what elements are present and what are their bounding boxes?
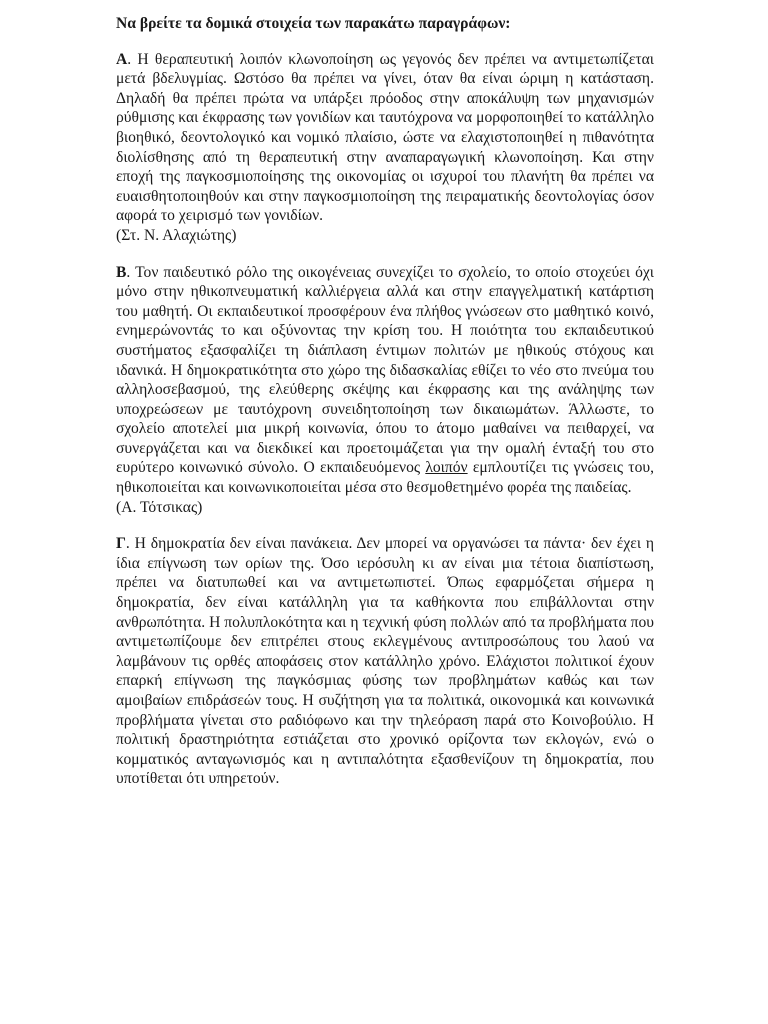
paragraph-c [116, 534, 654, 789]
paragraph-b [116, 263, 654, 518]
paragraph-a-body: . Η θεραπευτική λοιπόν κλωνοποίηση ως γεγονός δεν πρέπει να αντιμετωπίζεται μετά βδελυγμίας. Ωστόσο θα πρέπει να γίνει, όταν θα είναι ώριμη η κατάσταση. Δηλαδή θα πρέπει πρώτα να υπάρξει πρόοδος στην αποκάλυψη των μηχανισμών ρύθμισης και έκφρασης των γονιδίων και ταυτόχρονα να μορφοποιηθεί το κατάλληλο βιοηθικό, δεοντολογικό και νομικό πλαίσιο, ώστε να ελαχιστοποιηθεί η πιθανότητα διολίσθησης από τη θεραπευτική στην αναπαραγωγική κλωνοποίηση. Και στην εποχή της παγκοσμιοποίησης της οικονομίας οι ισχυροί του πλανήτη θα πρέπει να ευαισθητοποιηθούν και στην παγκοσμιοποίηση της πειραματικής δεοντολογίας όσον αφορά το χειρισμό των γονιδίων. [116, 50, 654, 225]
paragraph-b-body-end: εμπλουτίζει τις γνώσεις του, ηθικοποιείται και κοινωνικοποιείται μέσα στο θεσμοθετημένο φορέα της παιδείας. [116, 459, 654, 497]
paragraph-c-text [116, 534, 654, 789]
paragraph-a-letter: Α [116, 50, 128, 68]
document-page [116, 14, 654, 806]
document-heading: Να βρείτε τα δομικά στοιχεία των παρακάτω παραγράφων: [116, 15, 511, 32]
paragraph-c-letter: Γ [116, 535, 126, 553]
paragraph-c-body: . Η δημοκρατία δεν είναι πανάκεια. Δεν μπορεί να οργανώσει τα πάντα· δεν έχει η ίδια επίγνωση των ορίων της. Όσο ιερόσυλη κι αν είναι μια τέτοια διαπίστωση, πρέπει να διατυπωθεί και να αντιμετωπιστεί. Όπως εφαρμόζεται σήμερα η δημοκρατία, δεν είναι κατάλληλη για τα καθήκοντα που επιβάλλονται στην ανθρωπότητα. Η πολυπλοκότητα και η τεχνική φύση πολλών από τα προβλήματα που αντιμετωπίζουμε δεν επιτρέπει στους εκλεγμένους αντιπροσώπους του λαού να λαμβάνουν τις ορθές αποφάσεις στον κατάλληλο χρόνο. Ελάχιστοι πολιτικοί έχουν επαρκή επίγνωση της παγκόσμιας φύσης των προβλημάτων καθώς και των αμοιβαίων επιδράσεών τους. Η συζήτηση για τα πολιτικά, οικονομικά και κοινωνικά προβλήματα γίνεται στο ραδιόφωνο και την τηλεόραση παρά στο Κοινοβούλιο. Η πολιτική δραστηριότητα εστιάζεται στο χρονικό ορίζοντα των εκλογών, ενώ ο κομματικός ανταγωνισμός και η αντιπαλότητα εξασθενίζουν τη δημοκρατία, που υποτίθεται ότι υπηρετούν. [116, 535, 654, 788]
paragraph-b-text [116, 263, 654, 498]
paragraph-a-text [116, 50, 654, 226]
paragraph-b-letter: Β [116, 263, 127, 281]
paragraph-a [116, 50, 654, 246]
paragraph-a-attribution: (Στ. Ν. Αλαχιώτης) [116, 226, 237, 244]
paragraph-b-underlined-word: λοιπόν [425, 459, 468, 477]
paragraph-b-attribution: (Α. Τότσικας) [116, 498, 203, 516]
paragraph-b-body-start: . Τον παιδευτικό ρόλο της οικογένειας συνεχίζει το σχολείο, το οποίο στοχεύει όχι μόνο στην ηθικοπνευματική καλλιέργεια αλλά και στην επαγγελματική κατάρτιση του μαθητή. Οι εκπαιδευτικοί προσφέρουν ένα πλήθος γνώσεων στο μαθητικό κοινό, ενημερώνοντάς το και οξύνοντας την κρίση του. Η ποιότητα του εκπαιδευτικού συστήματος εξασφαλίζει τη διάπλαση έντιμων πολιτών με ηθικούς στόχους και ιδανικά. Η δημοκρατικότητα στο χώρο της διδασκαλίας εθίζει το νέο στο πνεύμα του αλληλοσεβασμού, της ελεύθερης σκέψης και έκφρασης και της ανάληψης των υποχρεώσεων με ταυτόχρονη συνειδητοποίηση των δικαιωμάτων. Άλλωστε, το σχολείο αποτελεί μια μικρή κοινωνία, όπου το άτομο μαθαίνει να πειθαρχεί, να συνεργάζεται και να διεκδικεί και προετοιμάζεται για την ομαλή ένταξή του στο ευρύτερο κοινωνικό σύνολο. Ο εκπαιδευόμενος [116, 263, 654, 477]
